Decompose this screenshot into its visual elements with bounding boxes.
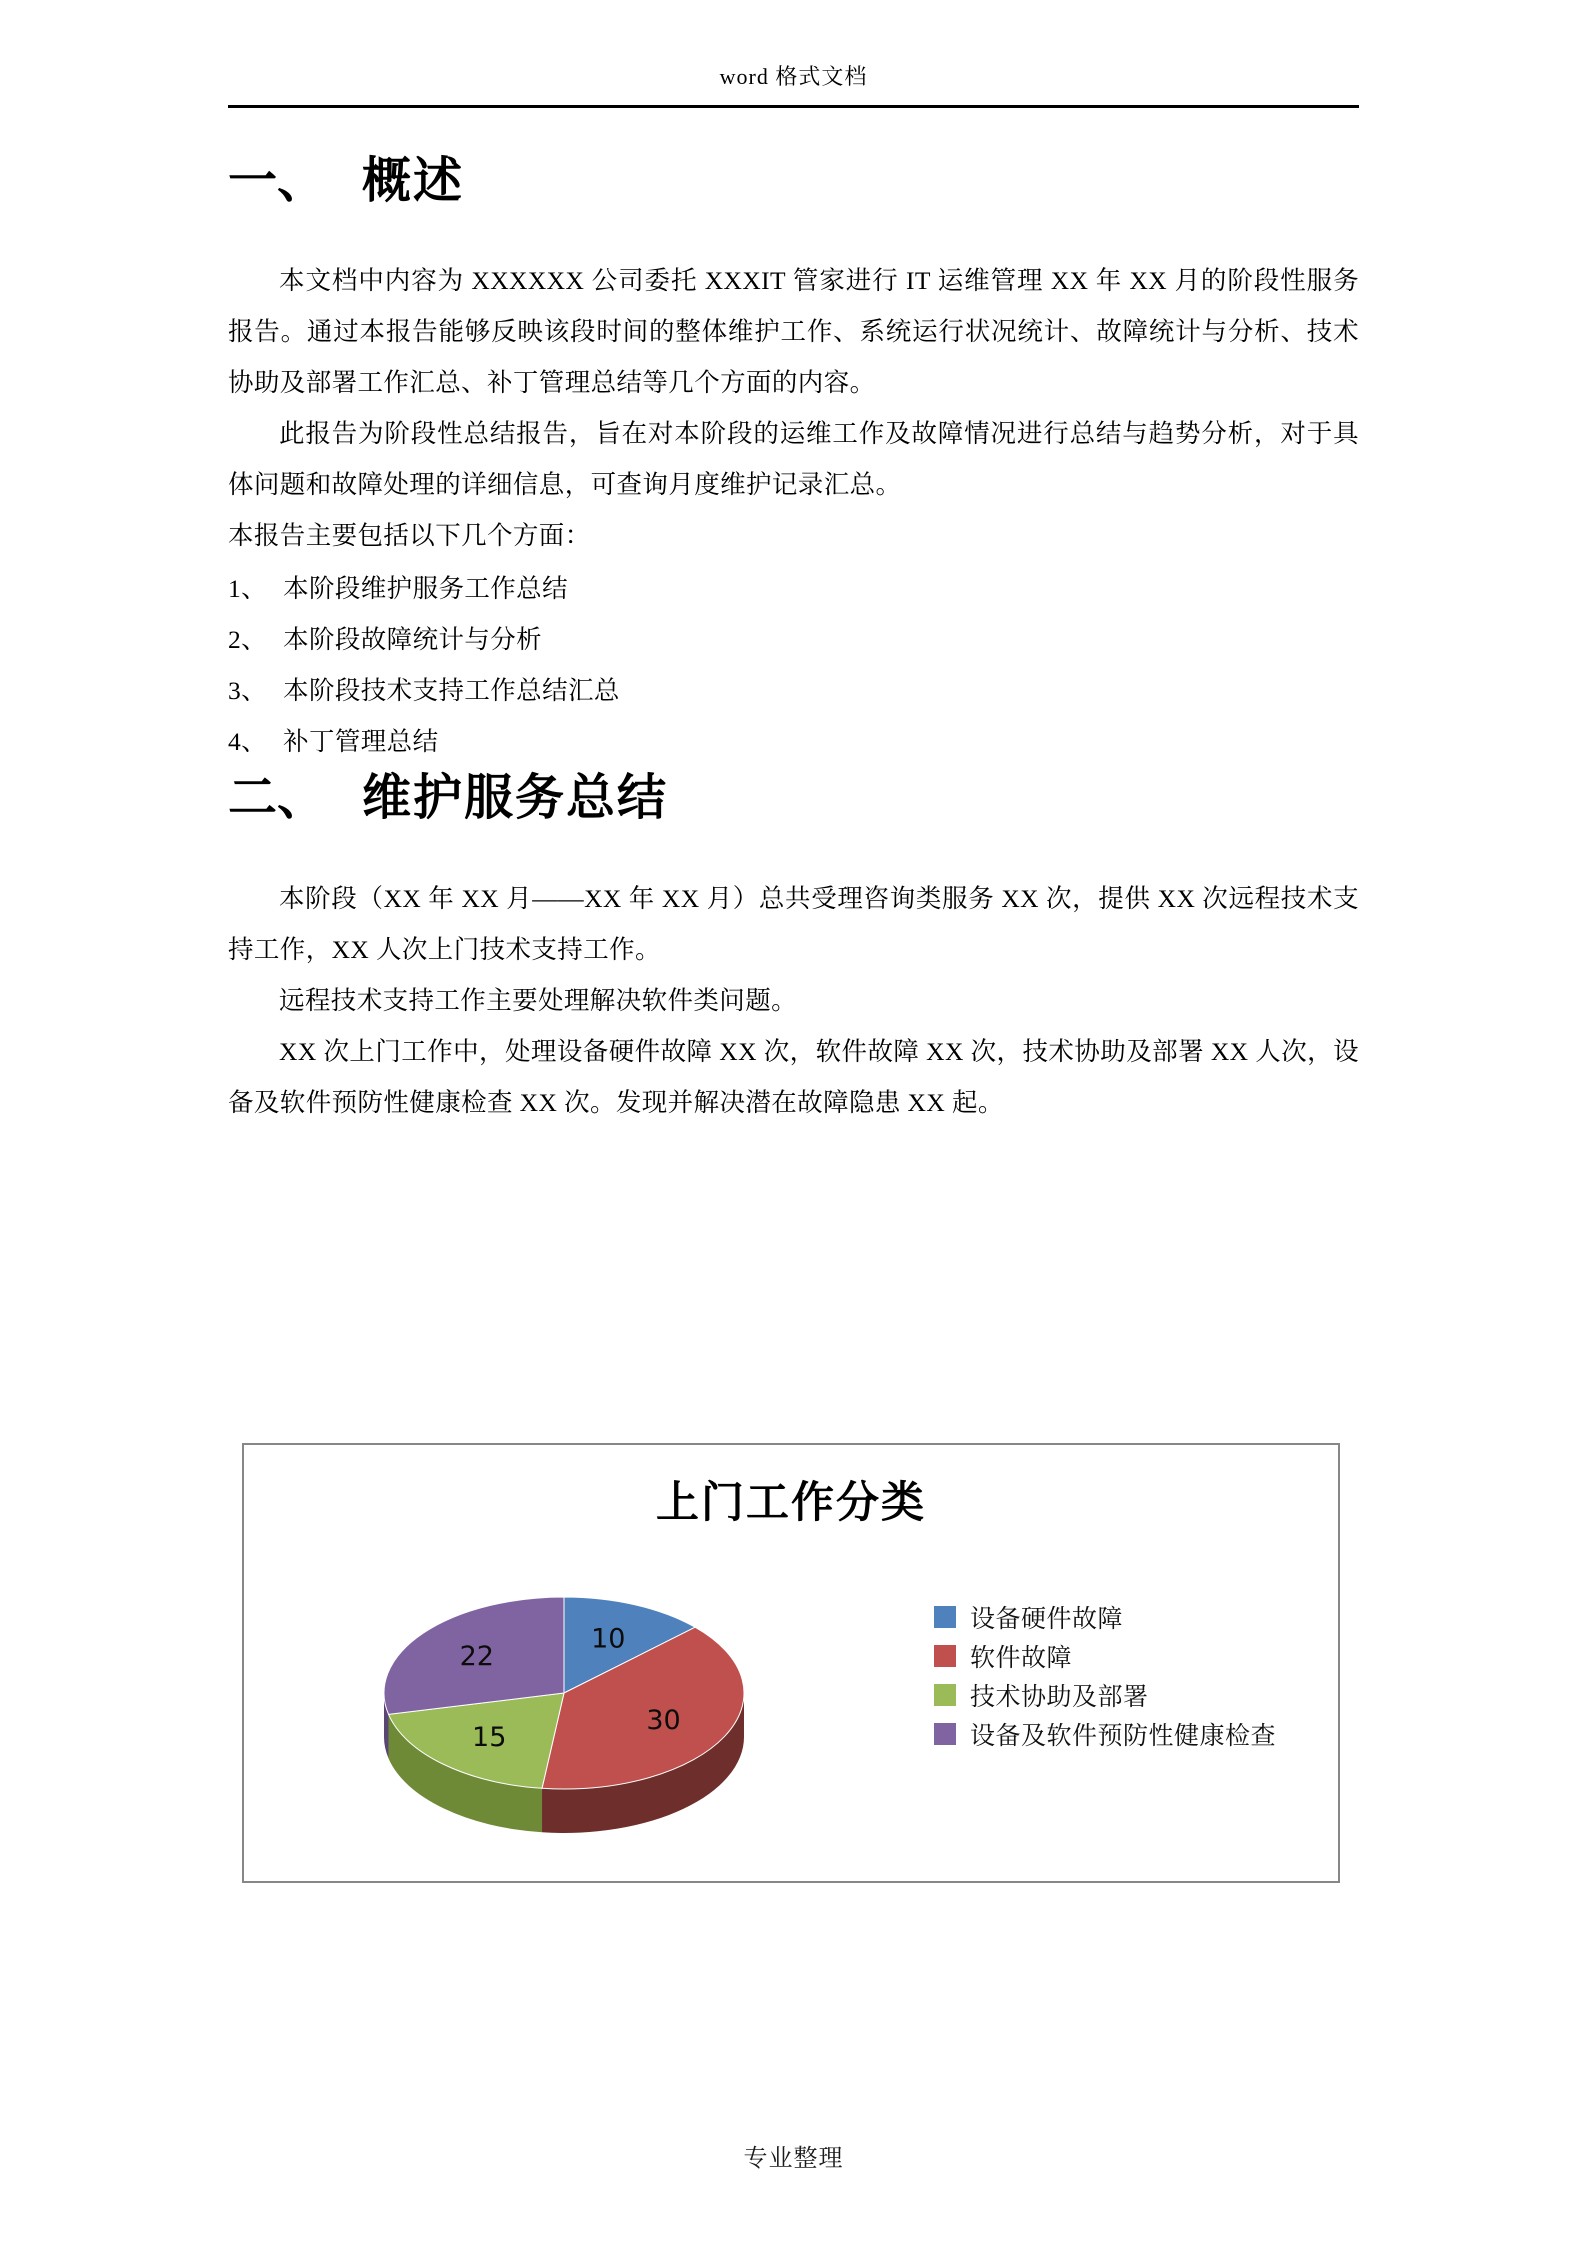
section-one-number: 一、 [228,151,327,209]
legend-item [934,1636,1324,1675]
legend-label-3: 设备及软件预防性健康检查 [970,1720,1277,1750]
page-footer-text: 专业整理 [743,2146,844,2172]
section-one-paragraph-3: 本报告主要包括以下几个方面： [228,521,591,551]
legend-label-2: 技术协助及部署 [970,1681,1149,1711]
list-item-label: 本阶段故障统计与分析 [283,625,543,655]
legend-item [934,1597,1324,1636]
section-two-heading [228,767,1359,828]
list-item [228,563,1359,614]
section-two-paragraph-1: 本阶段（XX 年 XX 月——XX 年 XX 月）总共受理咨询类服务 XX 次，提供 XX 次远程技术支持工作，XX 人次上门技术支持工作。 [228,883,1359,964]
pie-chart-graphic [364,1553,784,1853]
legend-swatch-0 [934,1606,956,1628]
page-footer [228,2138,1359,2173]
list-item-label: 本阶段技术支持工作总结汇总 [283,676,620,706]
section-one-title: 概述 [362,151,465,209]
section-two-title: 维护服务总结 [362,768,669,827]
list-item [228,716,1359,767]
pie-slice-label-0: 10 [591,1623,626,1655]
section-one-paragraph-1: 本文档中内容为 XXXXXX 公司委托 XXXIT 管家进行 IT 运维管理 XX 年 XX 月的阶段性服务报告。通过本报告能够反映该段时间的整体维护工作、系统运行状况统计、故障统计与分析、技术协助及部署工作汇总、补丁管理总结等几个方面的内容。 [228,266,1359,398]
section-two-number: 二、 [228,768,327,827]
chart-legend [934,1597,1324,1753]
list-item-label: 补丁管理总结 [283,727,439,757]
list-item-number: 1、 [228,574,268,604]
pie-slice-label-1: 30 [646,1704,681,1736]
section-one-list [228,563,1359,767]
section-one-heading [228,150,1359,211]
legend-item [934,1714,1324,1753]
page-header-text: word 格式文档 [719,64,868,89]
list-item [228,614,1359,665]
pie-slice-label-3: 22 [459,1640,494,1672]
section-one-paragraph-2: 此报告为阶段性总结报告，旨在对本阶段的运维工作及故障情况进行总结与趋势分析，对于具体问题和故障处理的详细信息，可查询月度维护记录汇总。 [228,419,1359,500]
list-item-number: 2、 [228,625,268,655]
pie-chart-svg [364,1553,784,1853]
list-item-number: 3、 [228,676,268,706]
list-item-number: 4、 [228,727,268,757]
legend-label-1: 软件故障 [970,1642,1073,1672]
pie-slice-label-2: 15 [472,1722,507,1754]
section-two-paragraph-2: 远程技术支持工作主要处理解决软件类问题。 [279,985,798,1015]
legend-item [934,1675,1324,1714]
list-item-label: 本阶段维护服务工作总结 [283,574,568,604]
legend-swatch-2 [934,1684,956,1706]
page-header [228,60,1359,101]
legend-swatch-1 [934,1645,956,1667]
legend-swatch-3 [934,1723,956,1745]
header-divider [228,105,1359,108]
pie-chart-figure [242,1443,1340,1883]
chart-title: 上门工作分类 [656,1478,926,1528]
section-two-paragraph-3: XX 次上门工作中，处理设备硬件故障 XX 次，软件故障 XX 次，技术协助及部署 XX 人次，设备及软件预防性健康检查 XX 次。发现并解决潜在故障隐患 XX 起。 [228,1036,1359,1117]
list-item [228,665,1359,716]
legend-label-0: 设备硬件故障 [970,1603,1124,1633]
document-content [228,150,1359,1128]
